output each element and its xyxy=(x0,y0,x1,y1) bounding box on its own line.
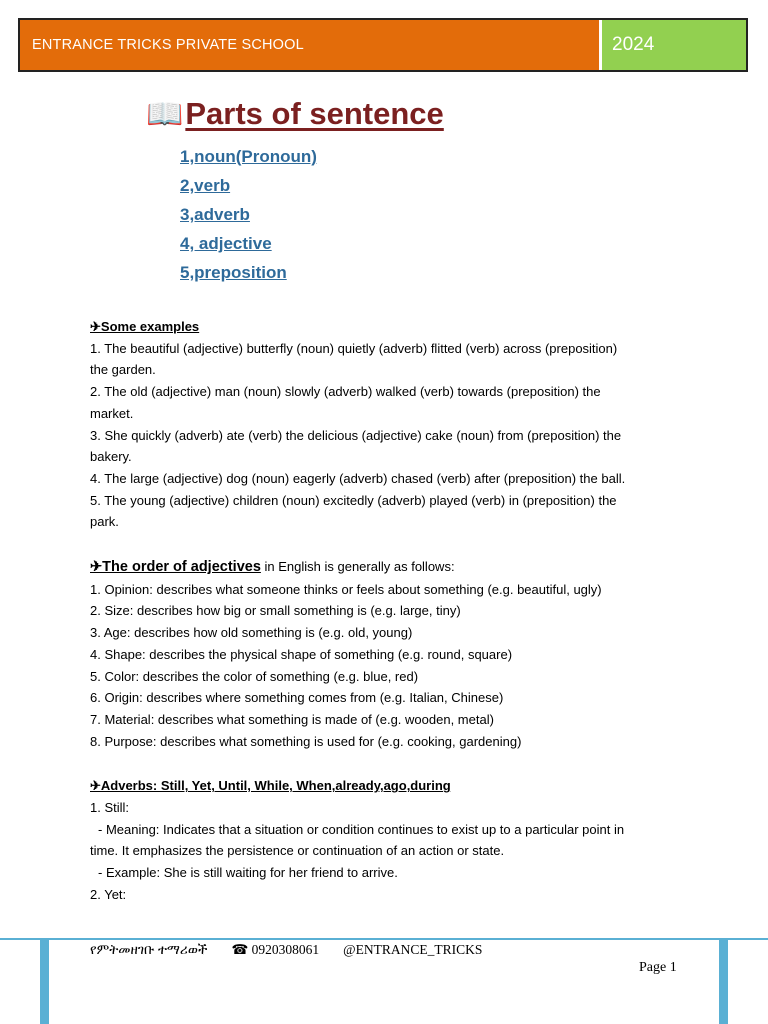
footer-left-bar xyxy=(40,940,49,1024)
example-line: bakery. xyxy=(90,449,132,465)
footer-handle: @ENTRANCE_TRICKS xyxy=(343,942,483,957)
adverb-line: time. It emphasizes the persistence or continuation of an action or state. xyxy=(90,843,505,859)
spacer xyxy=(90,533,690,556)
title-text: Parts of sentence xyxy=(185,96,444,131)
document-body xyxy=(90,316,690,906)
order-line: 5. Color: describes the color of something (e.g. blue, red) xyxy=(90,668,419,684)
adverb-line: - Example: She is still waiting for her friend to arrive. xyxy=(98,865,398,881)
order-line: 7. Material: describes what something is made of (e.g. wooden, metal) xyxy=(90,711,494,727)
footer-divider xyxy=(0,938,768,940)
example-line: 1. The beautiful (adjective) butterfly (noun) quietly (adverb) flitted (verb) across (preposition) xyxy=(90,340,618,356)
part-item-noun[interactable]: 1,noun(Pronoun) xyxy=(180,147,317,166)
year-label: 2024 xyxy=(602,20,746,70)
parts-list xyxy=(180,146,317,291)
part-item-adjective[interactable]: 4, adjective xyxy=(180,234,272,253)
order-heading-rest: in English is generally as follows: xyxy=(260,559,455,575)
order-line: 3. Age: describes how old something is (e.g. old, young) xyxy=(90,625,413,641)
page-footer xyxy=(90,942,506,958)
order-line: 2. Size: describes how big or small something is (e.g. large, tiny) xyxy=(90,603,461,619)
example-line: 5. The young (adjective) children (noun) excitedly (adverb) played (verb) in (preposition) the xyxy=(90,492,617,508)
example-line: park. xyxy=(90,514,119,530)
page-number: Page 1 xyxy=(639,960,677,975)
example-line: market. xyxy=(90,405,134,421)
order-heading-line xyxy=(90,556,690,579)
adverb-line: - Meaning: Indicates that a situation or condition continues to exist up to a particular point in xyxy=(98,821,625,837)
part-item-adverb[interactable]: 3,adverb xyxy=(180,205,250,224)
order-line: 6. Origin: describes where something comes from (e.g. Italian, Chinese) xyxy=(90,690,504,706)
adverb-line: 1. Still: xyxy=(90,800,130,816)
footer-amharic: የምትመዘገቡ ተማሪወች xyxy=(90,942,208,957)
adverbs-heading: ✈Adverbs: Still, Yet, Until, While, When,already,ago,during xyxy=(90,778,451,794)
part-item-preposition[interactable]: 5,preposition xyxy=(180,263,287,282)
order-line: 1. Opinion: describes what someone thinks or feels about something (e.g. beautiful, ugly) xyxy=(90,581,602,597)
school-name: ENTRANCE TRICKS PRIVATE SCHOOL xyxy=(20,20,602,70)
order-heading: ✈The order of adjectives xyxy=(90,559,261,576)
spacer xyxy=(90,752,690,775)
page-header xyxy=(18,18,748,72)
example-line: 2. The old (adjective) man (noun) slowly (adverb) walked (verb) towards (preposition) the xyxy=(90,384,601,400)
footer-phone: ☎ 0920308061 xyxy=(231,942,320,957)
order-line: 4. Shape: describes the physical shape of something (e.g. round, square) xyxy=(90,646,513,662)
example-line: 3. She quickly (adverb) ate (verb) the delicious (adjective) cake (noun) from (preposition) the xyxy=(90,427,622,443)
example-line: the garden. xyxy=(90,362,156,378)
part-item-verb[interactable]: 2,verb xyxy=(180,176,231,195)
footer-right-bar xyxy=(719,940,728,1024)
adverb-line: 2. Yet: xyxy=(90,886,127,902)
examples-heading: ✈Some examples xyxy=(90,319,200,334)
page-title xyxy=(146,96,444,132)
book-icon: 📖 xyxy=(146,97,184,131)
example-line: 4. The large (adjective) dog (noun) eagerly (adverb) chased (verb) after (preposition) the ball. xyxy=(90,470,626,486)
order-line: 8. Purpose: describes what something is used for (e.g. cooking, gardening) xyxy=(90,733,522,749)
